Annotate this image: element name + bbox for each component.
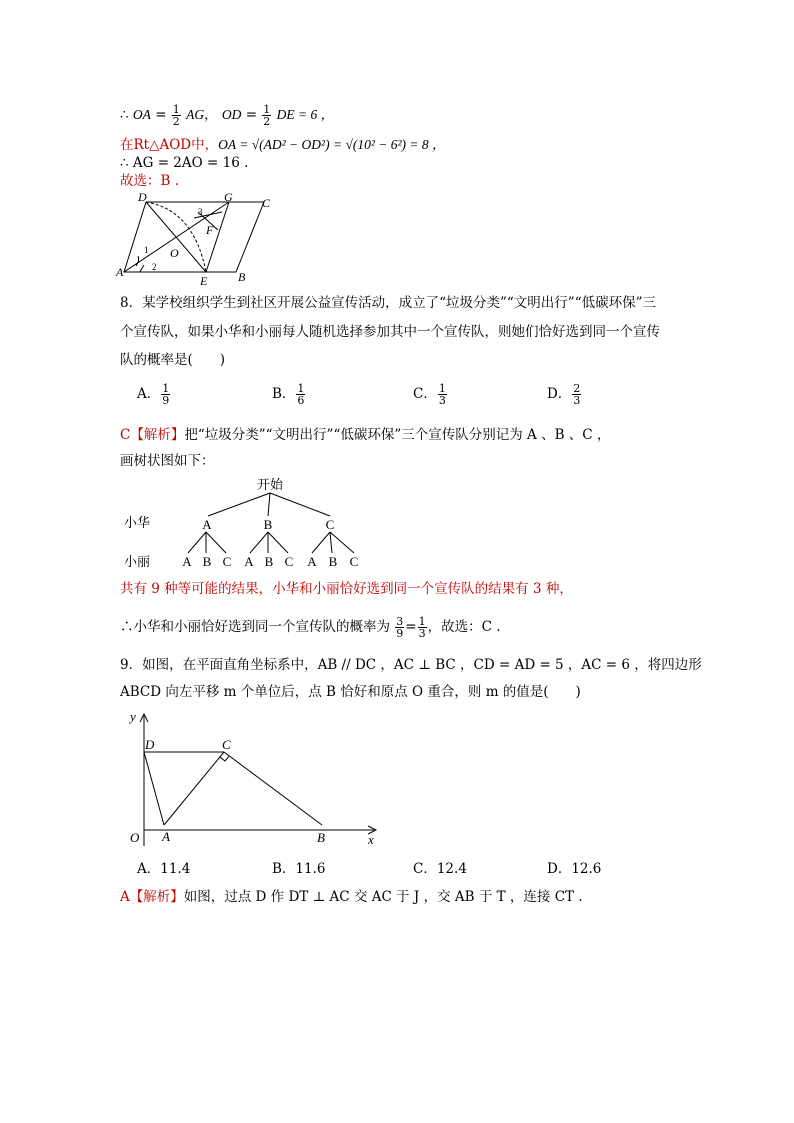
figure9-coordinate-plot: [118, 706, 388, 852]
label-g: G: [224, 190, 233, 204]
label-a: A: [116, 265, 124, 279]
figure7-parallelogram: [114, 190, 284, 286]
answer-tag: C【解析】: [120, 427, 185, 443]
tree-node: B: [263, 517, 273, 532]
solution9-line1: A【解析】如图，过点 D 作 DT ⊥ AC 交 AC 于 J ，交 AB 于 T ，连接 CT .: [120, 889, 583, 905]
fraction-3-9: $\frac{3}{9}$: [396, 615, 404, 640]
solution7-line4: 故选：B .: [120, 173, 180, 189]
label-3: 3: [198, 207, 203, 217]
axis-label-y: y: [130, 709, 136, 724]
tree-leaf: A: [244, 554, 254, 569]
label-d: D: [145, 737, 155, 752]
option-c-fraction: $\frac{1}{3}$: [438, 382, 446, 407]
label-2: 2: [152, 262, 157, 272]
question8-option-b: B． $\frac{1}{6}$: [272, 382, 305, 407]
tree-leaf: B: [328, 554, 338, 569]
option-b-fraction: $\frac{1}{6}$: [297, 382, 305, 407]
tree-row1-label: 小华: [123, 515, 151, 530]
segment-ac: [164, 752, 224, 825]
question9-option-b: B．11.6: [272, 861, 326, 877]
question8-option-c: C． $\frac{1}{3}$: [413, 382, 446, 407]
question8-line2: 个宣传队，如果小华和小丽每人随机选择参加其中一个宣传队，则她们恰好选到同一个宣传: [120, 324, 660, 340]
label-c: C: [222, 737, 231, 752]
question8-line1: 8．某学校组织学生到社区开展公益宣传活动，成立了“垃圾分类”“文明出行”“低碳环保”三: [120, 295, 656, 311]
solution8-line1: C【解析】把“垃圾分类”“文明出行”“低碳环保”三个宣传队分别记为 A 、B 、C ，: [120, 427, 611, 443]
tree-node: A: [202, 517, 212, 532]
answer-tag: A【解析】: [120, 889, 184, 905]
tree-leaf: B: [264, 554, 274, 569]
segment-da: [144, 752, 164, 825]
question9-option-c: C．12.4: [413, 861, 467, 877]
right-angle-mark: [220, 756, 229, 761]
fraction-1-3: $\frac{1}{3}$: [418, 615, 426, 640]
question9-option-d: D．12.6: [547, 861, 602, 877]
label-o: O: [130, 830, 140, 845]
label-f: F: [206, 223, 214, 237]
label-b: B: [238, 270, 246, 284]
question9-line2: ABCD 向左平移 m 个单位后，点 B 恰好和原点 O 重合，则 m 的值是( ): [120, 684, 581, 700]
solution8-line3: 共有 9 种等可能的结果，小华和小丽恰好选到同一个宣传队的结果有 3 种，: [120, 581, 573, 597]
label-e: E: [200, 274, 208, 286]
label-a: A: [162, 829, 170, 844]
solution8-line4: ∴小华和小丽恰好选到同一个宣传队的概率为 $\frac{3}{9}$ = $\frac{1}{3}$ ，故选：C .: [120, 615, 501, 640]
option-d-fraction: $\frac{2}{3}$: [573, 382, 581, 407]
solution8-line2: 画树状图如下：: [120, 453, 215, 469]
label-o: O: [170, 246, 179, 260]
tree-leaf: C: [349, 554, 359, 569]
tree-root: 开始: [256, 477, 284, 492]
tree-leaf: C: [284, 554, 294, 569]
label-d: D: [138, 190, 147, 204]
question8-option-a: A． $\frac{1}{9}$: [137, 382, 170, 407]
tree-leaf: C: [222, 554, 232, 569]
tree-node: C: [325, 517, 335, 532]
tree-row2-label: 小丽: [123, 554, 151, 569]
question8-line3: 队的概率是( ): [120, 352, 226, 368]
solution7-line1: ∴ OA = $\frac{1}{2}$ AG， OD = $\frac{1}{2}$ DE = 6 ，: [120, 103, 335, 128]
segment-cb: [224, 752, 322, 825]
question8-option-d: D． $\frac{2}{3}$: [547, 382, 581, 407]
angle-2-arc: [140, 265, 144, 272]
solution7-line3: ∴ AG = 2AO = 16 .: [120, 155, 249, 171]
fraction-half: $\frac{1}{2}$: [263, 103, 271, 128]
fraction-half: $\frac{1}{2}$: [172, 103, 180, 128]
tree-leaf: A: [182, 554, 192, 569]
angle-1-arc: [136, 256, 139, 266]
option-a-fraction: $\frac{1}{9}$: [162, 382, 170, 407]
label-c: C: [262, 196, 271, 210]
tree-leaf: B: [202, 554, 212, 569]
question9-option-a: A．11.4: [137, 861, 191, 877]
label-b: B: [317, 830, 325, 845]
label-1: 1: [144, 245, 149, 255]
axis-label-x: x: [368, 832, 374, 847]
solution7-line2: 在Rt△AOD中，OA = √(AD² − OD²) = √(10² − 6²) = 8 ，: [120, 137, 446, 153]
tree-leaf: A: [307, 554, 317, 569]
tree-diagram: [118, 474, 378, 574]
question9-line1: 9．如图，在平面直角坐标系中，AB // DC ，AC ⊥ BC ，CD = AD = 5 ，AC = 6 ，将四边形: [120, 657, 702, 673]
